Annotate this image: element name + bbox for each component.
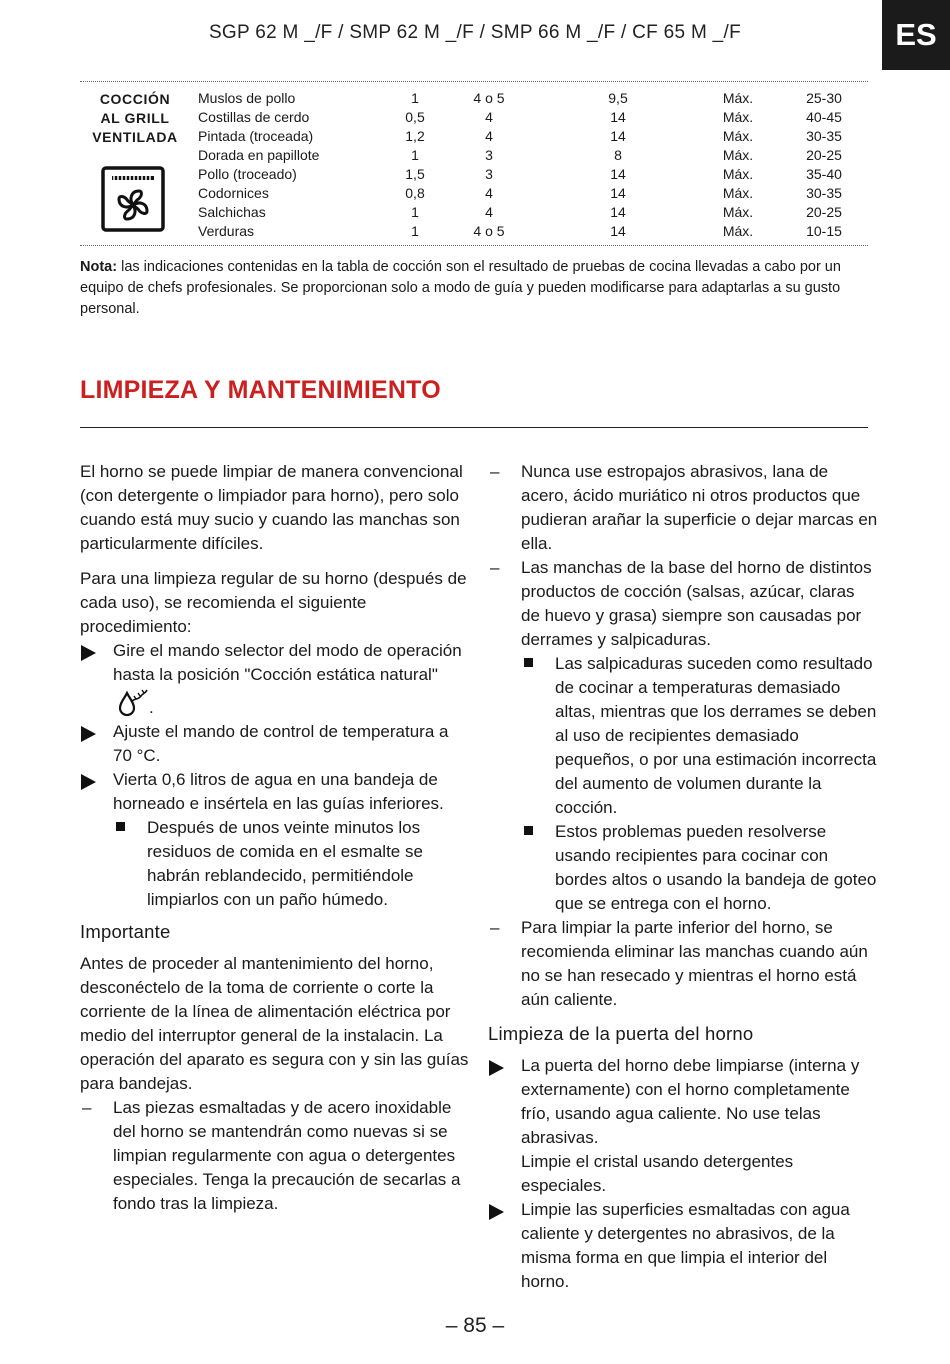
water-drop-steam-icon xyxy=(117,687,149,717)
dash-marker: – xyxy=(82,1098,92,1117)
table-cell-temp: Máx. xyxy=(722,166,754,182)
table-cell-level: 4 o 5 xyxy=(473,223,505,239)
table-cell-power: 14 xyxy=(610,204,626,220)
door-step: Limpie las superficies esmaltadas con agua caliente y detergentes no abrasivos, de la misma forma en que limpia el interior del horno. xyxy=(488,1198,878,1294)
table-cell-food: Verduras xyxy=(198,223,255,239)
note-label: Nota: xyxy=(80,259,118,275)
table-cell-power: 9,5 xyxy=(608,90,628,106)
dash-text: Las piezas esmaltadas y de acero inoxidable del horno se mantendrán como nuevas si se limpian regularmente con agua o detergentes especiales. Tenga la precaución de secarlas a fondo tras la limpieza. xyxy=(113,1098,461,1213)
table-cell-weight: 0,8 xyxy=(405,185,425,201)
table-category-label xyxy=(85,90,185,147)
table-cell-power: 14 xyxy=(610,223,626,239)
table-cell-weight: 1 xyxy=(411,223,419,239)
square-bullet-item: Las salpicaduras suceden como resultado de cocinar a temperaturas demasiado altas, mientras que los derrames se deben al uso de recipientes demasiado pequeños, o por una estimación incorrecta del aumento de volumen durante la cocción. xyxy=(488,652,878,820)
table-cell-level: 3 xyxy=(485,147,493,163)
table-cell-food: Salchichas xyxy=(198,204,266,220)
table-cell-weight: 0,5 xyxy=(405,109,425,125)
category-line: VENTILADA xyxy=(92,129,178,145)
procedure-substep: Después de unos veinte minutos los residuos de comida en el esmalte se habrán reblandecido, permitiéndole limpiarlos con un paño húmedo. xyxy=(80,816,470,912)
table-cell-food: Dorada en papillote xyxy=(198,147,320,163)
table-cell-temp: Máx. xyxy=(722,204,754,220)
table-cell-level: 4 xyxy=(485,128,493,144)
table-cell-time: 40-45 xyxy=(806,109,842,125)
table-top-divider xyxy=(80,81,868,82)
square-bullet-item: Estos problemas pueden resolverse usando recipientes para cocinar con bordes altos o usando la bandeja de goteo que se entrega con el horno. xyxy=(488,820,878,916)
dash-text: Nunca use estropajos abrasivos, lana de acero, ácido muriático ni otros productos que pudieran arañar la superficie o dejar marcas en ella. xyxy=(521,462,878,553)
door-cleaning-heading: Limpieza de la puerta del horno xyxy=(488,1023,754,1044)
table-cell-level: 4 xyxy=(485,185,493,201)
section-title: LIMPIEZA Y MANTENIMIENTO xyxy=(80,376,441,404)
table-cell-time: 20-25 xyxy=(806,147,842,163)
door-step-text: La puerta del horno debe limpiarse (interna y externamente) con el horno completamente frío, usando agua caliente. No use telas abrasivas. xyxy=(521,1056,860,1147)
table-note xyxy=(80,257,870,320)
table-cell-weight: 1 xyxy=(411,90,419,106)
door-step-text: Limpie el cristal usando detergentes especiales. xyxy=(521,1152,794,1195)
important-heading: Importante xyxy=(80,921,171,942)
table-cell-food: Costillas de cerdo xyxy=(198,109,310,125)
table-cell-level: 4 xyxy=(485,109,493,125)
table-cell-time: 30-35 xyxy=(806,128,842,144)
table-cell-time: 20-25 xyxy=(806,204,842,220)
table-cell-time: 30-35 xyxy=(806,185,842,201)
table-cell-food: Codornices xyxy=(198,185,269,201)
dash-marker: – xyxy=(490,918,500,937)
table-cell-weight: 1 xyxy=(411,204,419,220)
dash-item xyxy=(80,1096,470,1216)
table-cell-temp: Máx. xyxy=(722,90,754,106)
table-cell-power: 8 xyxy=(614,147,622,163)
table-cell-time: 10-15 xyxy=(806,223,842,239)
table-cell-level: 4 o 5 xyxy=(473,90,505,106)
right-column xyxy=(488,460,878,1294)
table-cell-power: 14 xyxy=(610,128,626,144)
language-tab: ES xyxy=(882,0,950,70)
dash-text: Las manchas de la base del horno de distintos productos de cocción (salsas, azúcar, claras de huevo y grasa) siempre son causadas por derrames y salpicaduras. xyxy=(521,558,872,649)
note-text: las indicaciones contenidas en la tabla de cocción son el resultado de pruebas de cocina llevadas a cabo por un equipo de chefs profesionales. Se proporcionan solo a modo de guía y pueden modificarse para adaptarlas a su gusto personal. xyxy=(80,259,841,317)
table-bottom-divider xyxy=(80,245,868,246)
table-cell-weight: 1 xyxy=(411,147,419,163)
table-cell-temp: Máx. xyxy=(722,223,754,239)
category-line: AL GRILL xyxy=(100,110,170,126)
table-cell-power: 14 xyxy=(610,109,626,125)
procedure-paragraph: Para una limpieza regular de su horno (después de cada uso), se recomienda el siguiente procedimiento: xyxy=(80,569,467,636)
procedure-step xyxy=(80,639,470,720)
table-cell-food: Muslos de pollo xyxy=(198,90,296,106)
table-cell-time: 35-40 xyxy=(806,166,842,182)
dash-item xyxy=(488,460,878,556)
procedure-step: Ajuste el mando de control de temperatura a 70 °C. xyxy=(80,720,470,768)
intro-paragraph: El horno se puede limpiar de manera convencional (con detergente o limpiador para horno), pero solo cuando está muy sucio y cuando las manchas son particularmente difíciles. xyxy=(80,462,463,553)
important-paragraph: Antes de proceder al mantenimiento del horno, desconéctelo de la toma de corriente o corte la corriente de la línea de alimentación eléctrica por medio del interruptor general de la instalacin. La operación del aparato es segura con y sin las guías para bandejas. xyxy=(80,954,469,1093)
table-cell-power: 14 xyxy=(610,166,626,182)
page-number: – 85 – xyxy=(445,1314,505,1337)
table-cell-weight: 1,2 xyxy=(405,128,425,144)
step-text: Gire el mando selector del modo de operación hasta la posición "Cocción estática natural" xyxy=(113,641,462,684)
dash-item xyxy=(488,916,878,1012)
table-cell-temp: Máx. xyxy=(722,128,754,144)
table-cell-temp: Máx. xyxy=(722,147,754,163)
left-column xyxy=(80,460,470,1216)
section-rule xyxy=(80,427,868,428)
table-cell-food: Pollo (troceado) xyxy=(198,166,297,182)
dash-marker: – xyxy=(490,462,500,481)
dash-item xyxy=(488,556,878,652)
table-cell-level: 3 xyxy=(485,166,493,182)
category-line: COCCIÓN xyxy=(99,91,171,107)
door-step xyxy=(488,1054,878,1198)
dash-text: Para limpiar la parte inferior del horno, se recomienda eliminar las manchas cuando aún no se han resecado y mientras el horno está aún caliente. xyxy=(521,918,868,1009)
document-header-title: SGP 62 M _/F / SMP 62 M _/F / SMP 66 M _/F / CF 65 M _/F xyxy=(208,22,742,43)
table-cell-temp: Máx. xyxy=(722,109,754,125)
table-cell-weight: 1,5 xyxy=(405,166,425,182)
oven-fan-grill-icon xyxy=(101,166,165,232)
table-cell-power: 14 xyxy=(610,185,626,201)
table-cell-temp: Máx. xyxy=(722,185,754,201)
dash-marker: – xyxy=(490,558,500,577)
table-cell-level: 4 xyxy=(485,204,493,220)
procedure-step: Vierta 0,6 litros de agua en una bandeja de horneado e insértela en las guías inferiores. xyxy=(80,768,470,816)
table-cell-time: 25-30 xyxy=(806,90,842,106)
table-cell-food: Pintada (troceada) xyxy=(198,128,314,144)
step-end: . xyxy=(149,698,154,717)
